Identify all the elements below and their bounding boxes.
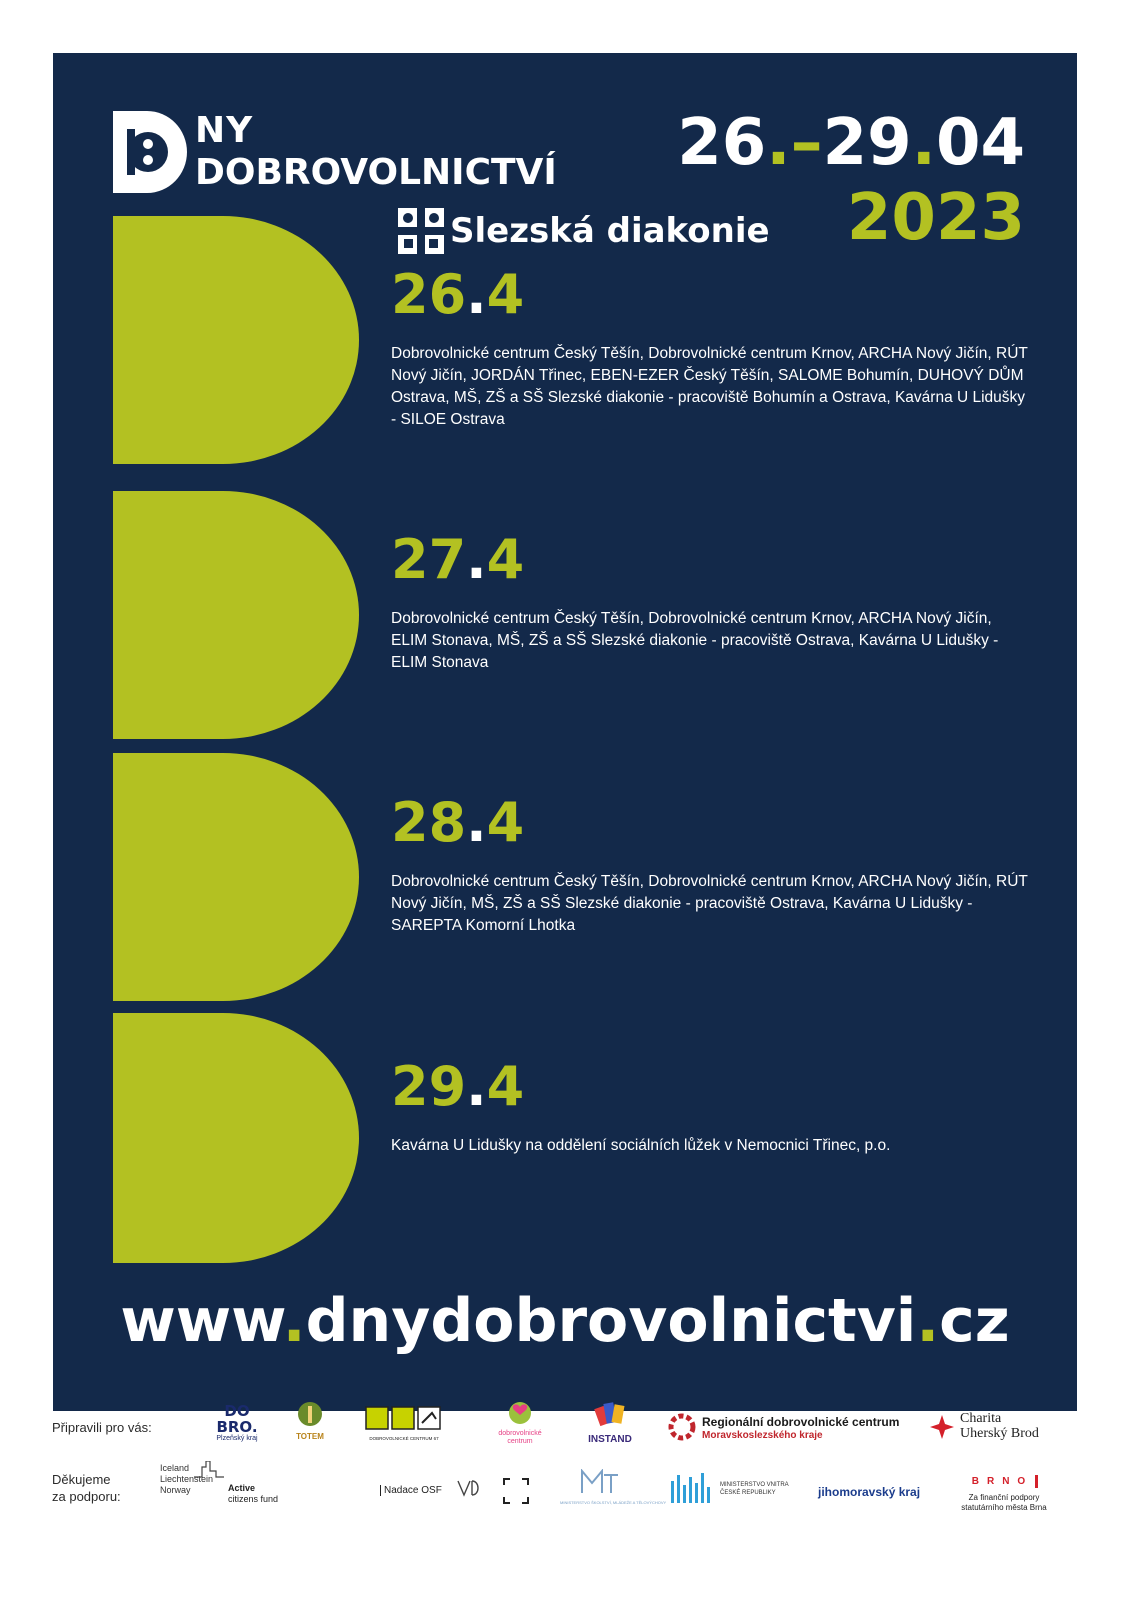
d-shape-4 <box>113 1013 359 1263</box>
day-date: 26.4 <box>391 263 525 326</box>
nadace-osf-logo: Nadace OSF <box>380 1485 448 1496</box>
date-month: 04 <box>935 106 1025 180</box>
instand-logo: INSTAND <box>580 1399 640 1445</box>
day-item <box>391 265 1031 431</box>
poster <box>53 53 1077 1411</box>
thanks-label: Děkujeme za podporu: <box>52 1472 121 1504</box>
dobrovolnicke-centrum-logo: dobrovolnické centrum <box>490 1399 550 1446</box>
day-item <box>391 530 1031 674</box>
day-date: 27.4 <box>391 528 525 591</box>
event-logo-d-icon <box>113 111 187 193</box>
skautsky-institut-icon <box>502 1477 530 1505</box>
brno-logo: BRNO Za finanční podpory statutárního města Brna <box>961 1476 1047 1512</box>
date-separator: .– <box>766 106 823 180</box>
dobro-logo: DO BRO. Plzeňský kraj <box>216 1402 258 1442</box>
day-date: 28.4 <box>391 791 525 854</box>
day-places: Dobrovolnické centrum Český Těšín, Dobrovolnické centrum Krnov, ARCHA Nový Jičín, RÚT Nový Jičín, JORDÁN Třinec, EBEN-EZER Český Těšín, SALOME Bohumín, DUHOVÝ DŮM Ostrava, MŠ, ZŠ a SŠ Slezské diakonie - pracoviště Bohumín a Ostrava, Kavárna U Lidušky - SILOE Ostrava <box>391 345 1028 428</box>
totem-logo: TOTEM <box>290 1401 330 1441</box>
slezska-diakonie-icon <box>398 208 444 254</box>
eea-grants-logo: Iceland Liechtenstein Norway <box>160 1463 214 1495</box>
msmt-logo: MINISTERSTVO ŠKOLSTVÍ, MLÁDEŽE A TĚLOVÝCHOVY <box>560 1469 640 1505</box>
logo-line2: DOBROVOLNICTVÍ <box>195 152 557 193</box>
d-shape-2 <box>113 491 359 739</box>
eea-skyline-icon <box>194 1461 224 1479</box>
d-shape-1 <box>113 216 359 464</box>
event-year: 2023 <box>846 181 1025 255</box>
footer: Připravili pro vás: Děkujeme za podporu: DO BRO. Plzeňský kraj TOTEM DOBROVOLNICKÉ CENTRUM 67 dobrovolnické centrum INSTAND Regionální dobrovolnické centrum Moravskoslezského kraje Charita Uherský Brod Iceland Liechtenstein Norway Active citizens fund Nadace OSF MINISTERSTVO ŠKOLSTVÍ, MLÁDEŽE A TĚLOVÝCHOVY MINISTERSTVO VNITRA ČESKÉ REPUBLIKY jihomoravský kraj BRNO Za finanční podpory statutárního města Brna <box>0 1411 1130 1600</box>
heart-icon <box>507 1399 533 1425</box>
day-places: Dobrovolnické centrum Český Těšín, Dobrovolnické centrum Krnov, ARCHA Nový Jičín, RÚT Nový Jičín, MŠ, ZŠ a SŠ Slezské diakonie - pracoviště Ostrava, Kavárna U Lidušky - SAREPTA Komorní Lhotka <box>391 873 1028 934</box>
date-start: 26 <box>677 106 767 180</box>
instand-icon <box>593 1399 627 1429</box>
day-item <box>391 1057 1031 1157</box>
date-dot: . <box>911 106 936 180</box>
organizer-logo <box>398 203 838 263</box>
date-end: 29 <box>822 106 912 180</box>
dc67-icon <box>364 1403 444 1431</box>
logo-line1: NY <box>195 110 254 151</box>
organizer-name: Slezská diakonie <box>450 211 770 251</box>
charita-cross-icon <box>928 1413 956 1441</box>
day-places: Dobrovolnické centrum Český Těšín, Dobrovolnické centrum Krnov, ARCHA Nový Jičín, ELIM Stonava, MŠ, ZŠ a SŠ Slezské diakonie - pracoviště Ostrava, Kavárna U Lidušky - ELIM Stonava <box>391 610 999 671</box>
active-citizens-fund-logo: Active citizens fund <box>228 1483 279 1504</box>
event-logo <box>113 111 593 206</box>
totem-icon <box>297 1401 323 1427</box>
day-item <box>391 793 1031 937</box>
website-link[interactable]: www.dnydobrovolnictvi.cz <box>120 1286 1010 1356</box>
d-shape-3 <box>113 753 359 1001</box>
dc67-logo: DOBROVOLNICKÉ CENTRUM 67 <box>362 1403 446 1441</box>
day-places: Kavárna U Lidušky na oddělení sociálních lůžek v Nemocnici Třinec, p.o. <box>391 1137 891 1154</box>
mv-bars-icon <box>670 1473 714 1503</box>
vdv-logo-icon <box>456 1479 486 1505</box>
prepared-label: Připravili pro vás: <box>52 1420 152 1435</box>
rdc-ring-icon <box>668 1413 696 1441</box>
msmt-icon <box>580 1469 620 1495</box>
event-dates <box>677 108 1025 178</box>
jihomoravsky-kraj-logo: jihomoravský kraj <box>818 1485 921 1499</box>
day-date: 29.4 <box>391 1055 525 1118</box>
